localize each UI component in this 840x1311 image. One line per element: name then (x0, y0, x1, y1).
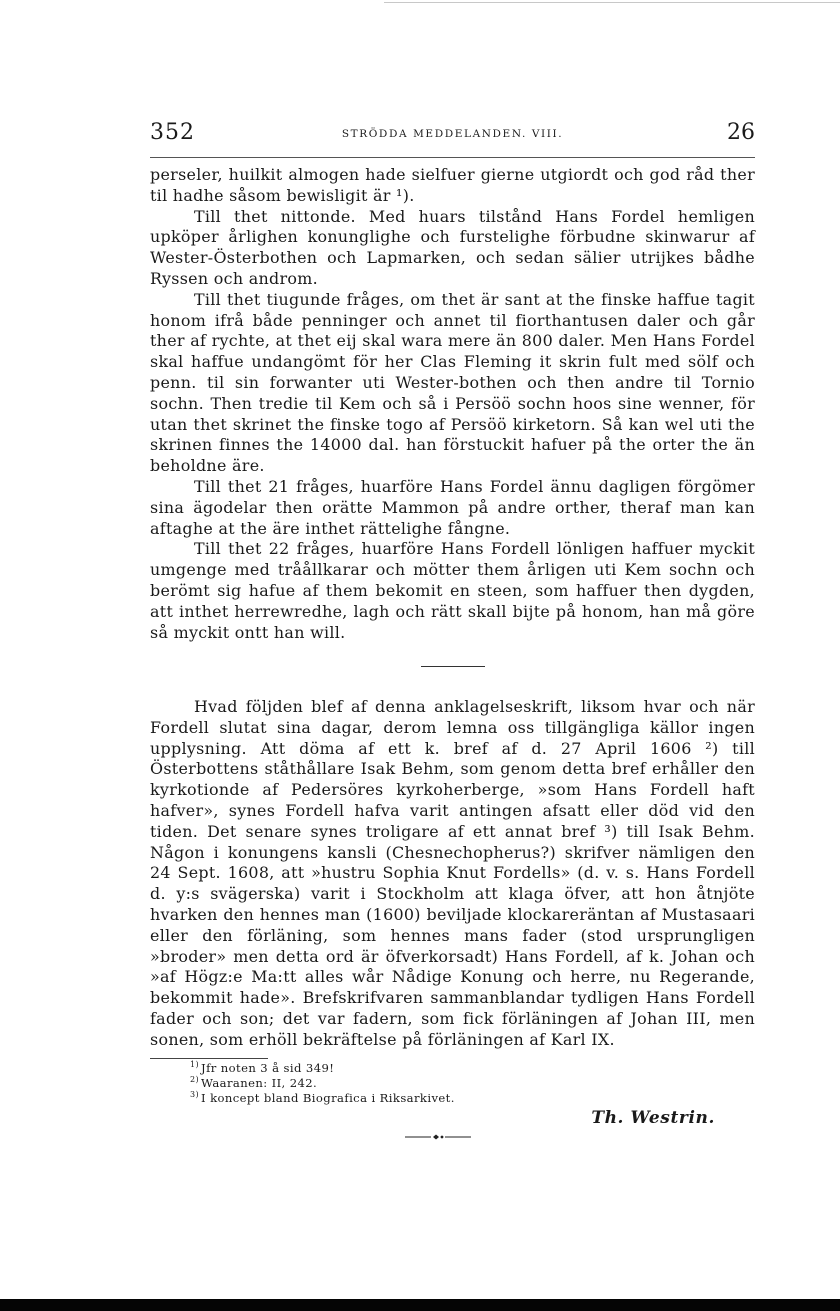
end-ornament-icon (405, 1133, 471, 1141)
header-rule (150, 157, 755, 158)
author-signature: Th. Westrin. (591, 1108, 715, 1128)
running-title: STRÖDDA MEDDELANDEN. VIII. (341, 128, 564, 140)
paragraph: Till thet 22 fråges, huarföre Hans Fordell lönligen haffuer myckit umgenge med tråållkarar och mötter them årligen uti Kem sochn och berömt sig hafue af them bekomit en steen, som haffuer then dygden, att inthet herrewredhe, lagh och rätt skall bijte på honom, han må göre så myckit ontt han will. (150, 539, 755, 642)
footnote-text: I koncept bland Biografica i Riksarkivet. (201, 1091, 455, 1105)
quoted-document-text (150, 165, 755, 643)
paragraph: Till thet 21 fråges, huarföre Hans Fordel ännu dagligen förgömer sina ägodelar then orätte Mammon på andre orther, theraf man kan aftaghe at the äre inthet rättelighe fångne. (150, 476, 755, 538)
paragraph: Hvad följden blef af denna anklagelseskrift, liksom hvar och när Fordell slutat sina dagar, derom lemna oss tillgängliga källor ingen upplysning. Att döma af ett k. bref af d. 27 April 1606 ²) till Österbottens ståthållare Isak Behm, som genom detta bref erhåller den kyrkotionde af Pedersöres kyrkoherberge, »som Hans Fordell haft hafver», synes Fordell hafva varit antingen afsatt eller död vid den tiden. Det senare synes troligare af ett annat bref ³) till Isak Behm. Någon i konungens kansli (Chesnechopherus?) skrifver nämligen den 24 Sept. 1608, att »hustru Sophia Knut Fordells» (d. v. s. Hans Fordell d. y:s svägerska) varit i Stockholm att klaga öfver, att hon åtnjöte hvarken den hennes man (1600) beviljade klockareräntan af Mustasaari eller den förläning, som hennes mans fader (stod ursprungligen »broder» men detta ord är öfverkorsadt) Hans Fordell, af k. Johan och »af Högz:e Ma:tt alles wår Nådige Konung och herre, nu Regerande, bekommit hade». Brefskrifvaren sammanblandar tydligen Hans Fordell fader och son; det var fadern, som fick förläningen af Johan III, men sonen, som erhöll bekräftelse på förläningen af Karl IX. (150, 697, 755, 1049)
page-number: 352 (150, 120, 195, 145)
footnote-text: Jfr noten 3 å sid 349! (201, 1061, 335, 1075)
footnote (190, 1061, 610, 1076)
paragraph: Till thet nittonde. Med huars tilstånd Hans Fordel hemligen upköper årlighen konunglighe och furstelighe förbudne skinwarur af Wester-Österbothen och Lapmarken, och sedan sälier utrijkes bådhe Ryssen och androm. (150, 206, 755, 288)
issue-number: 26 (727, 120, 755, 145)
paragraph: Till thet tiugunde fråges, om thet är sant at the finske haffue tagit honom ifrå både penninger och annet til fiorthantusen daler och går ther af rychte, at thet eij skal wara mere än 800 daler. Men Hans Fordel skal haffue undangömt för her Clas Fleming it skrin fult med sölf och penn. til sin forwanter uti Wester-bothen och then andre til Tornio sochn. Then tredie til Kem och så i Persöö sochn hoos sine wenner, för utan thet skrinet the finske togo af Persöö kirketorn. Så kan wel uti the skrinen finnes the 14000 dal. han förstuckit hafuer på the orter the än beholdne äre. (150, 289, 755, 476)
footnote (190, 1076, 610, 1091)
footnote-mark: 2) (190, 1075, 200, 1084)
page-header (150, 120, 755, 152)
footnote (190, 1091, 610, 1106)
commentary-text (150, 697, 755, 1051)
paragraph: perseler, huilkit almogen hade sielfuer gierne utgiordt och god råd ther til hadhe såsom bewisligit är ¹). (150, 165, 755, 205)
footnote-rule (150, 1058, 268, 1059)
footnote-mark: 1) (190, 1060, 200, 1069)
footnote-text: Waaranen: II, 242. (201, 1076, 318, 1090)
scan-bottom-band (0, 1299, 840, 1311)
top-edge-rule (384, 2, 840, 3)
footnotes (190, 1061, 610, 1106)
section-divider (421, 666, 485, 667)
footnote-mark: 3) (190, 1090, 200, 1099)
